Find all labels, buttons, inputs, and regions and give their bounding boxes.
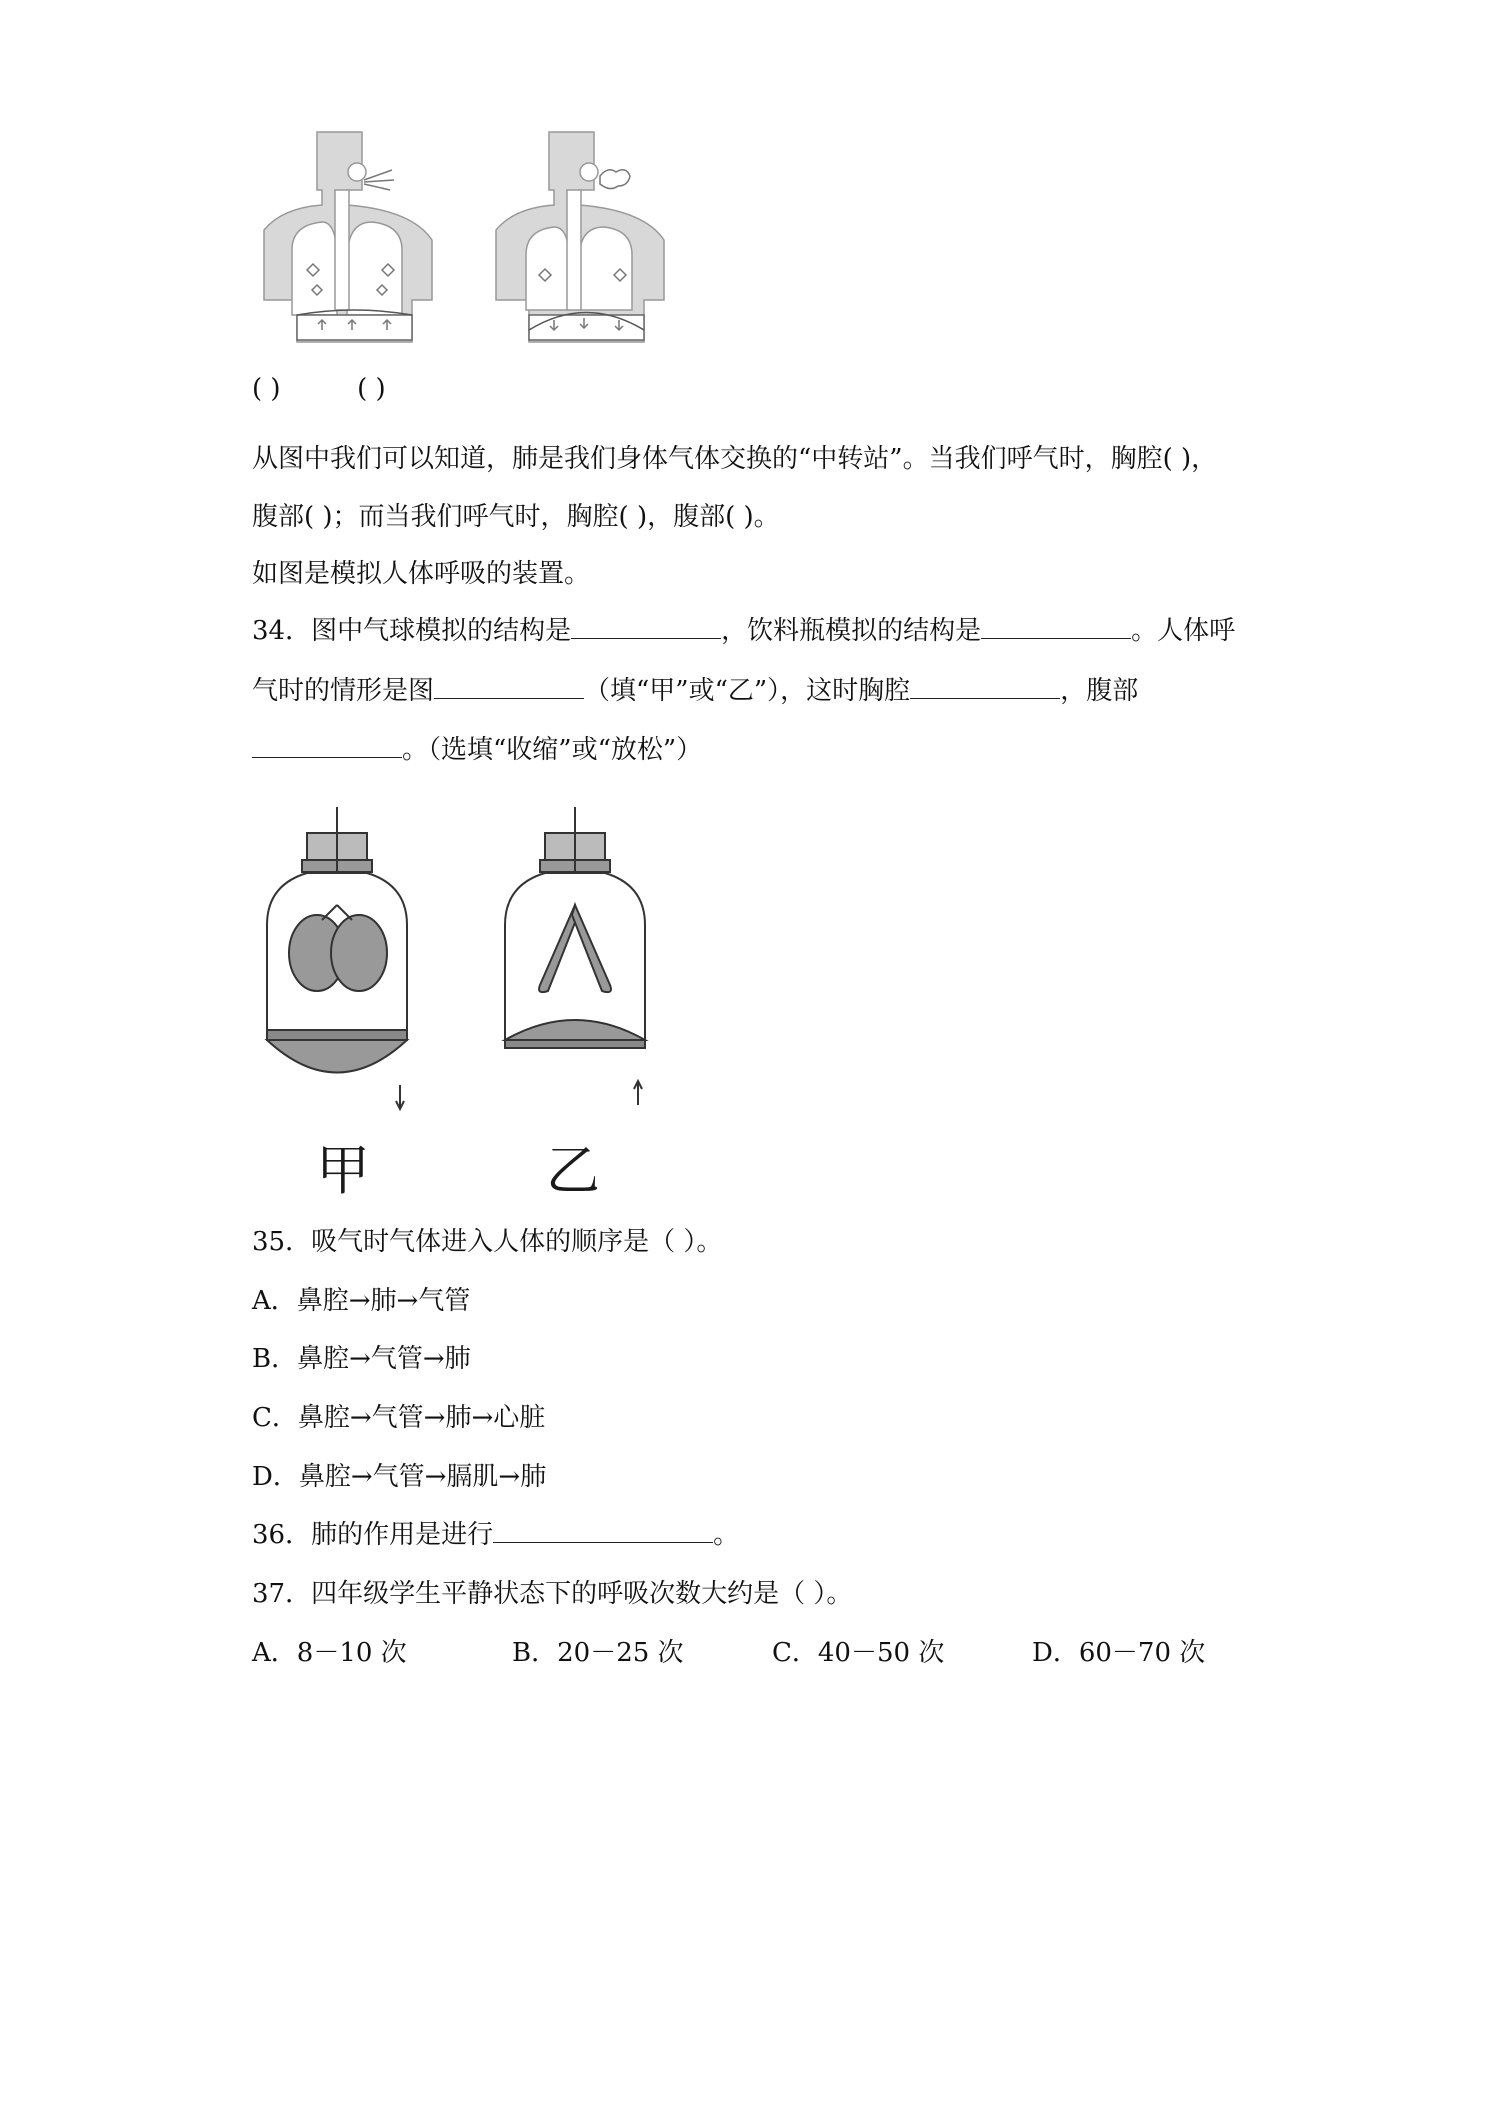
q34-line3: 。（选填“收缩”或“放松”） bbox=[252, 733, 702, 767]
q37-option-d[interactable]: D．60－70 次 bbox=[1032, 1638, 1206, 1668]
inhale-diagram bbox=[264, 132, 432, 342]
exhale-diagram bbox=[496, 132, 664, 342]
label-jia: 甲 bbox=[316, 1139, 370, 1202]
respiration-diagrams bbox=[262, 130, 702, 345]
q35-stem: 35．吸气时气体进入人体的顺序是（ ）。 bbox=[252, 1227, 723, 1257]
q37-option-b[interactable]: B．20－25 次 bbox=[512, 1638, 684, 1668]
blank-bottle[interactable] bbox=[981, 614, 1131, 639]
blank-figure[interactable] bbox=[434, 674, 584, 699]
q35-option-a[interactable]: A．鼻腔→肺→气管 bbox=[252, 1286, 471, 1316]
blank-balloon[interactable] bbox=[571, 614, 721, 639]
q35-option-c[interactable]: C．鼻腔→气管→肺→心脏 bbox=[252, 1403, 546, 1433]
q37-stem: 37．四年级学生平静状态下的呼吸次数大约是（ ）。 bbox=[252, 1579, 853, 1609]
q35-option-d[interactable]: D．鼻腔→气管→膈肌→肺 bbox=[252, 1462, 547, 1492]
q37-option-c[interactable]: C．40－50 次 bbox=[772, 1638, 945, 1668]
q35-option-b[interactable]: B．鼻腔→气管→肺 bbox=[252, 1344, 471, 1374]
blank-abdomen[interactable] bbox=[252, 733, 402, 758]
q34-intro: 如图是模拟人体呼吸的装置。 bbox=[252, 559, 591, 589]
q33-line2: 腹部( )；而当我们呼气时，胸腔( )，腹部( )。 bbox=[252, 502, 780, 532]
diagram-captions bbox=[252, 372, 386, 406]
q34-line1: 34．图中气球模拟的结构是 ，饮料瓶模拟的结构是 。人体呼 bbox=[252, 616, 1236, 646]
bottle-models bbox=[262, 805, 682, 1115]
bottle-yi bbox=[505, 807, 645, 1105]
blank-chest[interactable] bbox=[910, 674, 1060, 699]
label-yi: 乙 bbox=[546, 1139, 600, 1202]
q37-option-a[interactable]: A．8－10 次 bbox=[252, 1638, 407, 1668]
q34-line2: 气时的情形是图 （填“甲”或“乙”），这时胸腔 ，腹部 bbox=[252, 676, 1139, 706]
q33-line1: 从图中我们可以知道，肺是我们身体气体交换的“中转站”。当我们呼气时，胸腔( )， bbox=[252, 444, 1218, 474]
bottle-jia bbox=[267, 807, 407, 1109]
q36-line: 36．肺的作用是进行 。 bbox=[252, 1520, 740, 1550]
caption-left: ( ) bbox=[252, 374, 281, 404]
blank-lung-function[interactable] bbox=[493, 1518, 713, 1543]
caption-right: ( ) bbox=[357, 374, 386, 404]
